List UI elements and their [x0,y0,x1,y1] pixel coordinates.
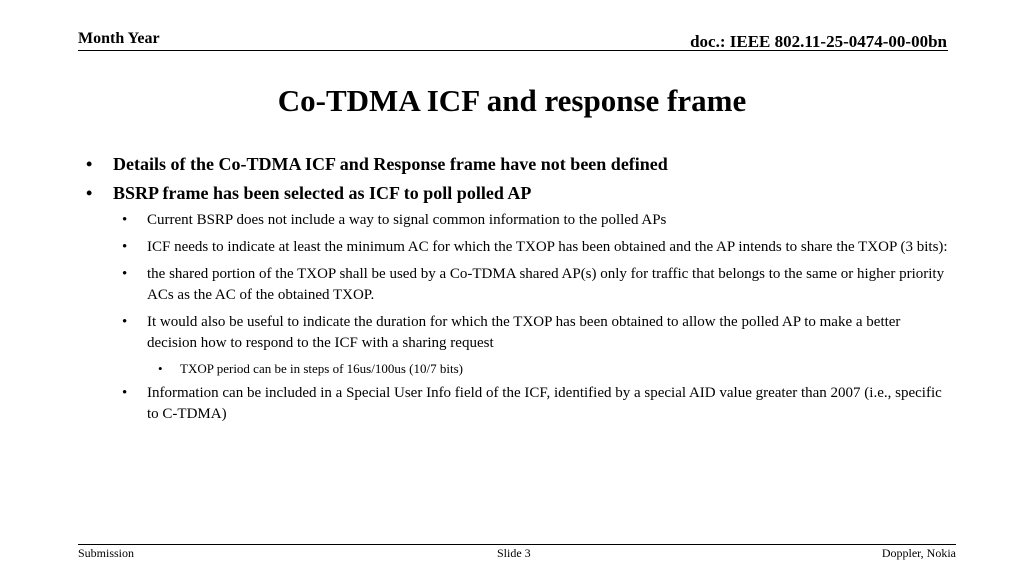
sub-bullet-text: ICF needs to indicate at least the minimum AC for which the TXOP has been obtained and the AP intends to share the TXOP (3 bits): [147,239,948,255]
sub-bullet-item [84,383,954,425]
sub-sub-bullet-text: TXOP period can be in steps of 16us/100us (10/7 bits) [180,361,463,376]
bullet-text: BSRP frame has been selected as ICF to poll polled AP [113,183,532,203]
bullet-dot-icon: • [122,239,128,255]
bullet-dot-icon: • [122,314,128,330]
bullet-dot-icon: • [86,183,93,203]
sub-bullet-text: the shared portion of the TXOP shall be used by a Co-TDMA shared AP(s) only for traffic that belongs to the same or higher priority ACs as the AC of the obtained TXOP. [147,266,945,303]
header-divider [78,50,948,51]
footer-slide-number: Slide 3 [497,546,531,560]
sub-bullet-item [84,210,954,231]
bullet-dot-icon: • [158,361,163,376]
sub-bullet-text: Current BSRP does not include a way to signal common information to the polled APs [147,212,667,228]
slide-title: Co-TDMA ICF and response frame [277,83,747,118]
bullet-dot-icon: • [122,212,128,228]
footer-submission: Submission [78,546,135,560]
footer-divider [78,544,956,545]
header-date: Month Year [78,30,160,47]
sub-bullet-item [84,312,954,354]
bullet-dot-icon: • [122,266,128,282]
header-doc-id: doc.: IEEE 802.11-25-0474-00-00bn [690,32,947,51]
bullet-item [84,152,954,176]
bullet-dot-icon: • [122,385,128,401]
footer-author: Doppler, Nokia [881,546,956,560]
sub-sub-bullet-item [84,360,954,378]
bullet-text: Details of the Co-TDMA ICF and Response frame have not been defined [113,154,668,174]
sub-bullet-text: Information can be included in a Special User Info field of the ICF, identified by a special AID value greater than 2007 (i.e., specific to C-TDMA) [147,385,942,422]
bullet-item [84,181,954,205]
sub-bullet-item [84,264,954,306]
sub-bullet-text: It would also be useful to indicate the duration for which the TXOP has been obtained to allow the polled AP to make a better decision how to respond to the ICF with a sharing request [147,314,901,351]
bullet-dot-icon: • [86,154,93,174]
sub-bullet-item [84,237,954,258]
bullet-list [84,152,954,431]
